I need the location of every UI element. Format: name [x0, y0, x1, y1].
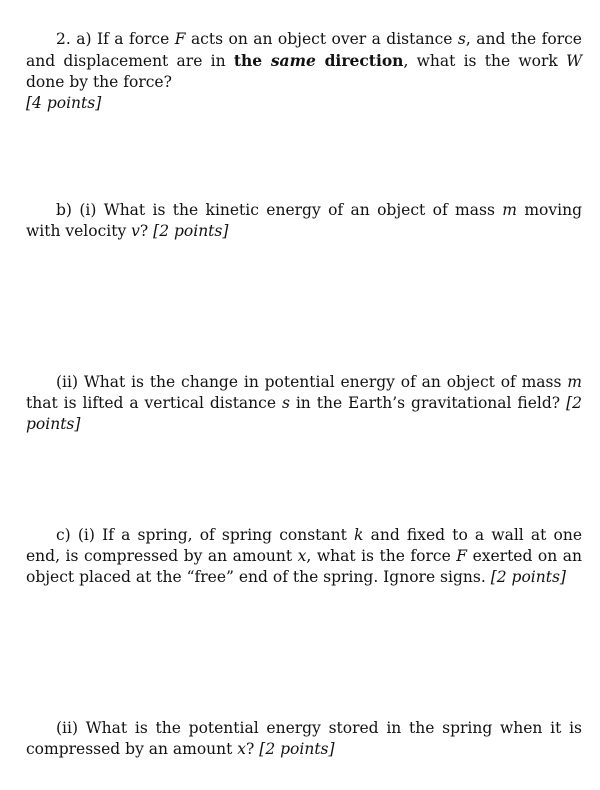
question-text: , what is the force	[306, 547, 457, 565]
question-text: (ii) What is the potential energy stored in the spring when it is compressed by an amount	[26, 719, 582, 758]
variable-m: m	[567, 373, 582, 391]
question-text: , what is the work	[403, 52, 567, 70]
question-2c-i	[26, 525, 582, 588]
question-text: ?	[246, 740, 255, 758]
question-text: , and the force and displacement are in	[26, 30, 582, 70]
variable-f: F	[456, 547, 468, 565]
variable-f: F	[174, 30, 186, 48]
variable-x: x	[237, 740, 247, 758]
question-text: and fixed to a wall at one end, is compressed by an amount	[26, 526, 583, 565]
emphasis-the: the	[233, 51, 271, 70]
points-label: [2 points]	[26, 394, 582, 433]
points-label: [2 points]	[153, 222, 229, 240]
variable-s: s	[281, 394, 290, 412]
variable-x: x	[297, 547, 307, 565]
variable-m: m	[502, 201, 517, 219]
points-label: [2 points]	[259, 740, 335, 758]
question-text: b) (i) What is the kinetic energy of an object of mass	[56, 201, 503, 219]
question-text: done by the force?	[26, 73, 172, 91]
variable-s: s	[457, 30, 466, 48]
question-text: ?	[139, 222, 149, 240]
question-text: 2. a) If a force	[56, 30, 175, 48]
emphasis-same: same	[270, 51, 316, 70]
question-2b-i	[26, 200, 582, 242]
question-2a	[26, 29, 582, 114]
variable-k: k	[354, 526, 364, 544]
question-2c-ii	[26, 718, 582, 760]
question-text: that is lifted a vertical distance	[26, 394, 282, 412]
emphasis-direction: direction	[315, 51, 404, 70]
question-text: c) (i) If a spring, of spring constant	[56, 526, 355, 544]
points-label: [4 points]	[26, 94, 102, 112]
question-text: (ii) What is the change in potential energy of an object of mass	[56, 373, 568, 391]
question-text: in the Earth’s gravitational field?	[289, 394, 561, 412]
variable-w: W	[566, 52, 582, 70]
variable-v: v	[131, 222, 140, 240]
question-text: acts on an object over a distance	[185, 30, 458, 48]
question-text: moving with velocity	[26, 201, 583, 240]
question-text: exerted on an object placed at the “free” end of the spring. Ignore signs.	[26, 547, 582, 586]
points-label: [2 points]	[490, 568, 566, 586]
question-2b-ii	[26, 372, 582, 435]
